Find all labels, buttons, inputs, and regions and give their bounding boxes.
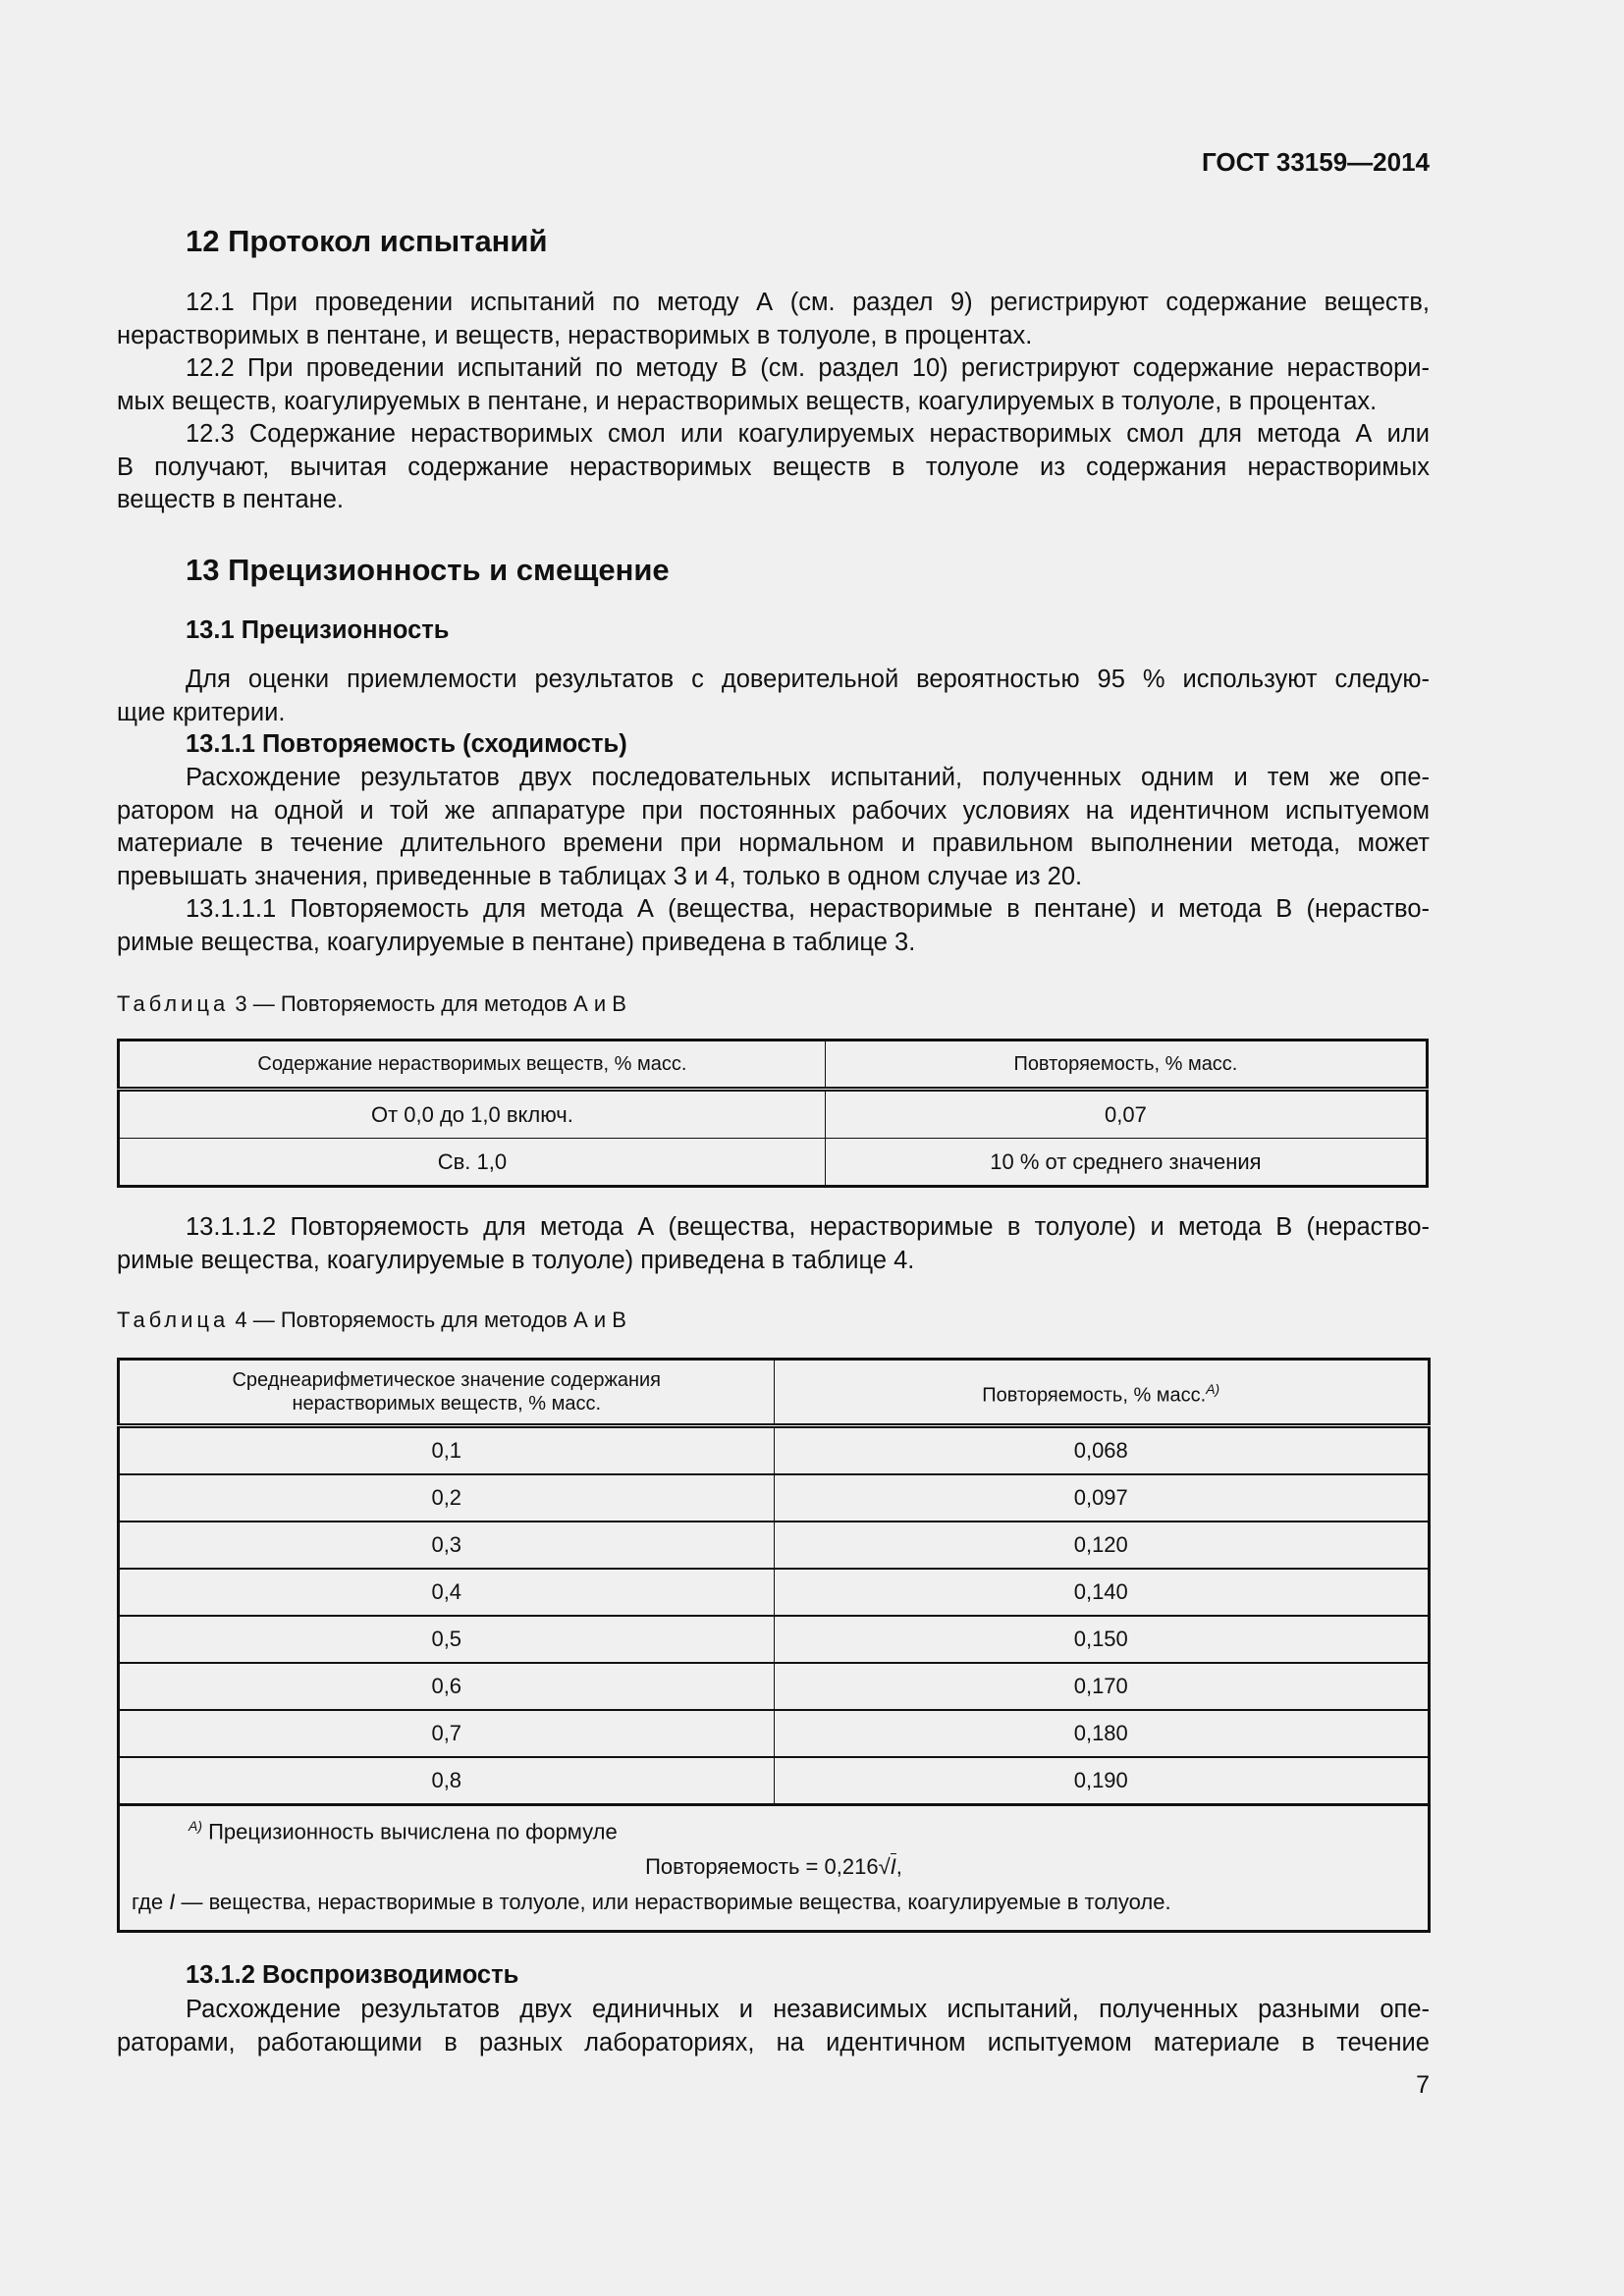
table-label: Таблица: [117, 991, 230, 1016]
table-cell: 0,190: [774, 1757, 1430, 1805]
standard-number: ГОСТ 33159—2014: [1202, 147, 1430, 177]
table-footnote: [119, 1805, 1430, 1932]
table-row: [119, 1090, 1428, 1139]
table-cell: 0,07: [825, 1090, 1427, 1139]
footnote-mark: А): [189, 1818, 202, 1834]
text-line: Расхождение результатов двух единичных и независимых испытаний, полученных разными опе-: [186, 1996, 1430, 2023]
where-text: — вещества, нерастворимые в толуоле, или нерастворимые вещества, коагулируемые в толуоле.: [175, 1890, 1171, 1915]
text-line: щие критерии.: [117, 698, 286, 726]
table-cell: 0,6: [119, 1663, 775, 1710]
text-line: ратором на одной и той же аппаратуре при постоянных рабочих условиях на идентичном испытуемом: [117, 796, 1430, 825]
where-line: [120, 1880, 1428, 1915]
where-variable: I: [169, 1890, 176, 1915]
paragraph-13-1-1-1: [117, 893, 1430, 959]
table-cell: 0,170: [774, 1663, 1430, 1710]
table-footnote-row: [119, 1805, 1430, 1932]
sqrt-symbol-icon: √: [878, 1854, 891, 1880]
text-line: римые вещества, коагулируемые в толуоле) приведена в таблице 4.: [117, 1246, 915, 1274]
paragraph-12-1: [117, 287, 1430, 352]
table-cell: 0,097: [774, 1474, 1430, 1522]
table-cell: 0,7: [119, 1710, 775, 1757]
text-line: 12.1 При проведении испытаний по методу А (см. раздел 9) регистрируют содержание веществ,: [186, 289, 1430, 316]
table-cell: 0,2: [119, 1474, 775, 1522]
table-header-row: [119, 1041, 1428, 1090]
formula-variable: I: [890, 1854, 896, 1880]
table-cell: 0,8: [119, 1757, 775, 1805]
table-caption-text: 4 — Повторяемость для методов А и В: [229, 1308, 626, 1332]
text-line: В получают, вычитая содержание нерастворимых веществ в толуоле из содержания нерастворимых: [117, 453, 1430, 481]
table-cell: 0,120: [774, 1522, 1430, 1569]
table-header-row: [119, 1360, 1430, 1426]
table-row: [119, 1616, 1430, 1663]
text-line: веществ в пентане.: [117, 486, 345, 513]
table-cell: 0,140: [774, 1569, 1430, 1616]
text-line: 13.1.1.2 Повторяемость для метода А (вещества, нерастворимые в толуоле) и метода В (нераство-: [186, 1213, 1430, 1241]
table-cell: 0,1: [119, 1426, 775, 1475]
table-caption-text: 3 — Повторяемость для методов А и В: [229, 991, 626, 1016]
paragraph-13-1-1-2: [117, 1211, 1430, 1277]
text-line: римые вещества, коагулируемые в пентане) приведена в таблице 3.: [117, 928, 916, 956]
table-row: [119, 1139, 1428, 1187]
table-row: [119, 1710, 1430, 1757]
table-cell: 10 % от среднего значения: [825, 1139, 1427, 1187]
formula: [120, 1844, 1428, 1880]
table-row: [119, 1663, 1430, 1710]
column-header-text: Повторяемость, % масс.: [982, 1384, 1207, 1407]
section-13-1-title: 13.1 Прецизионность: [186, 616, 450, 644]
table-row: [119, 1522, 1430, 1569]
section-13-1-1-title: 13.1.1 Повторяемость (сходимость): [186, 730, 627, 758]
text-line: нерастворимых в пентане, и веществ, нерастворимых в толуоле, в процентах.: [117, 321, 1033, 349]
table-row: [119, 1426, 1430, 1475]
paragraph-13-1-2: [117, 1994, 1430, 2059]
table-row: [119, 1757, 1430, 1805]
table-cell: 0,5: [119, 1616, 775, 1663]
table-cell: Св. 1,0: [119, 1139, 826, 1187]
table-cell: 0,4: [119, 1569, 775, 1616]
paragraph-12-3: [117, 418, 1430, 517]
column-header: Среднеарифметическое значение содержания нерастворимых веществ, % масс.: [119, 1360, 775, 1426]
paragraph-13-1-intro: [117, 664, 1430, 729]
section-12-title: 12 Протокол испытаний: [186, 224, 548, 258]
table-cell: 0,068: [774, 1426, 1430, 1475]
text-line: 12.3 Содержание нерастворимых смол или коагулируемых нерастворимых смол для метода А или: [186, 420, 1430, 448]
column-header: Содержание нерастворимых веществ, % масс.: [119, 1041, 826, 1090]
footnote-ref: А): [1206, 1380, 1220, 1397]
section-13-title: 13 Прецизионность и смещение: [186, 553, 670, 587]
formula-end: ,: [895, 1854, 902, 1880]
footnote-text: Прецизионность вычислена по формуле: [202, 1819, 618, 1844]
table-cell: 0,3: [119, 1522, 775, 1569]
text-line: 12.2 При проведении испытаний по методу В (см. раздел 10) регистрируют содержание нераствори-: [186, 354, 1430, 382]
table-row: [119, 1569, 1430, 1616]
table-3-caption: [117, 991, 626, 1017]
column-header: Повторяемость, % масс.: [825, 1041, 1427, 1090]
text-line: мых веществ, коагулируемых в пентане, и нерастворимых веществ, коагулируемых в толуоле, в процентах.: [117, 387, 1378, 415]
table-cell: От 0,0 до 1,0 включ.: [119, 1090, 826, 1139]
paragraph-12-2: [117, 352, 1430, 418]
text-line: 13.1.1.1 Повторяемость для метода А (вещества, нерастворимые в пентане) и метода В (нераство-: [186, 895, 1430, 923]
section-13-1-2-title: 13.1.2 Воспроизводимость: [186, 1961, 519, 1989]
footnote-line: [120, 1806, 1428, 1844]
table-label: Таблица: [117, 1308, 230, 1332]
table-4-caption: [117, 1308, 626, 1333]
text-line: Для оценки приемлемости результатов с доверительной вероятностью 95 % используют следую-: [186, 666, 1430, 693]
table-cell: 0,150: [774, 1616, 1430, 1663]
text-line: материале в течение длительного времени при нормальном и правильном выполнении метода, может: [117, 829, 1430, 857]
text-line: Расхождение результатов двух последовательных испытаний, полученных одним и тем же опе-: [186, 764, 1430, 791]
formula-left: Повторяемость = 0,216: [645, 1854, 879, 1880]
table-cell: 0,180: [774, 1710, 1430, 1757]
table-3: [117, 1039, 1429, 1188]
table-row: [119, 1474, 1430, 1522]
page-number: 7: [1416, 2071, 1430, 2099]
column-header: [774, 1360, 1430, 1426]
text-line: превышать значения, приведенные в таблицах 3 и 4, только в одном случае из 20.: [117, 862, 1083, 890]
text-line: раторами, работающими в разных лабораториях, на идентичном испытуемом материале в течение: [117, 2028, 1430, 2056]
where-prefix: где: [132, 1890, 170, 1915]
paragraph-13-1-1: [117, 762, 1430, 893]
table-4: [117, 1358, 1431, 1933]
